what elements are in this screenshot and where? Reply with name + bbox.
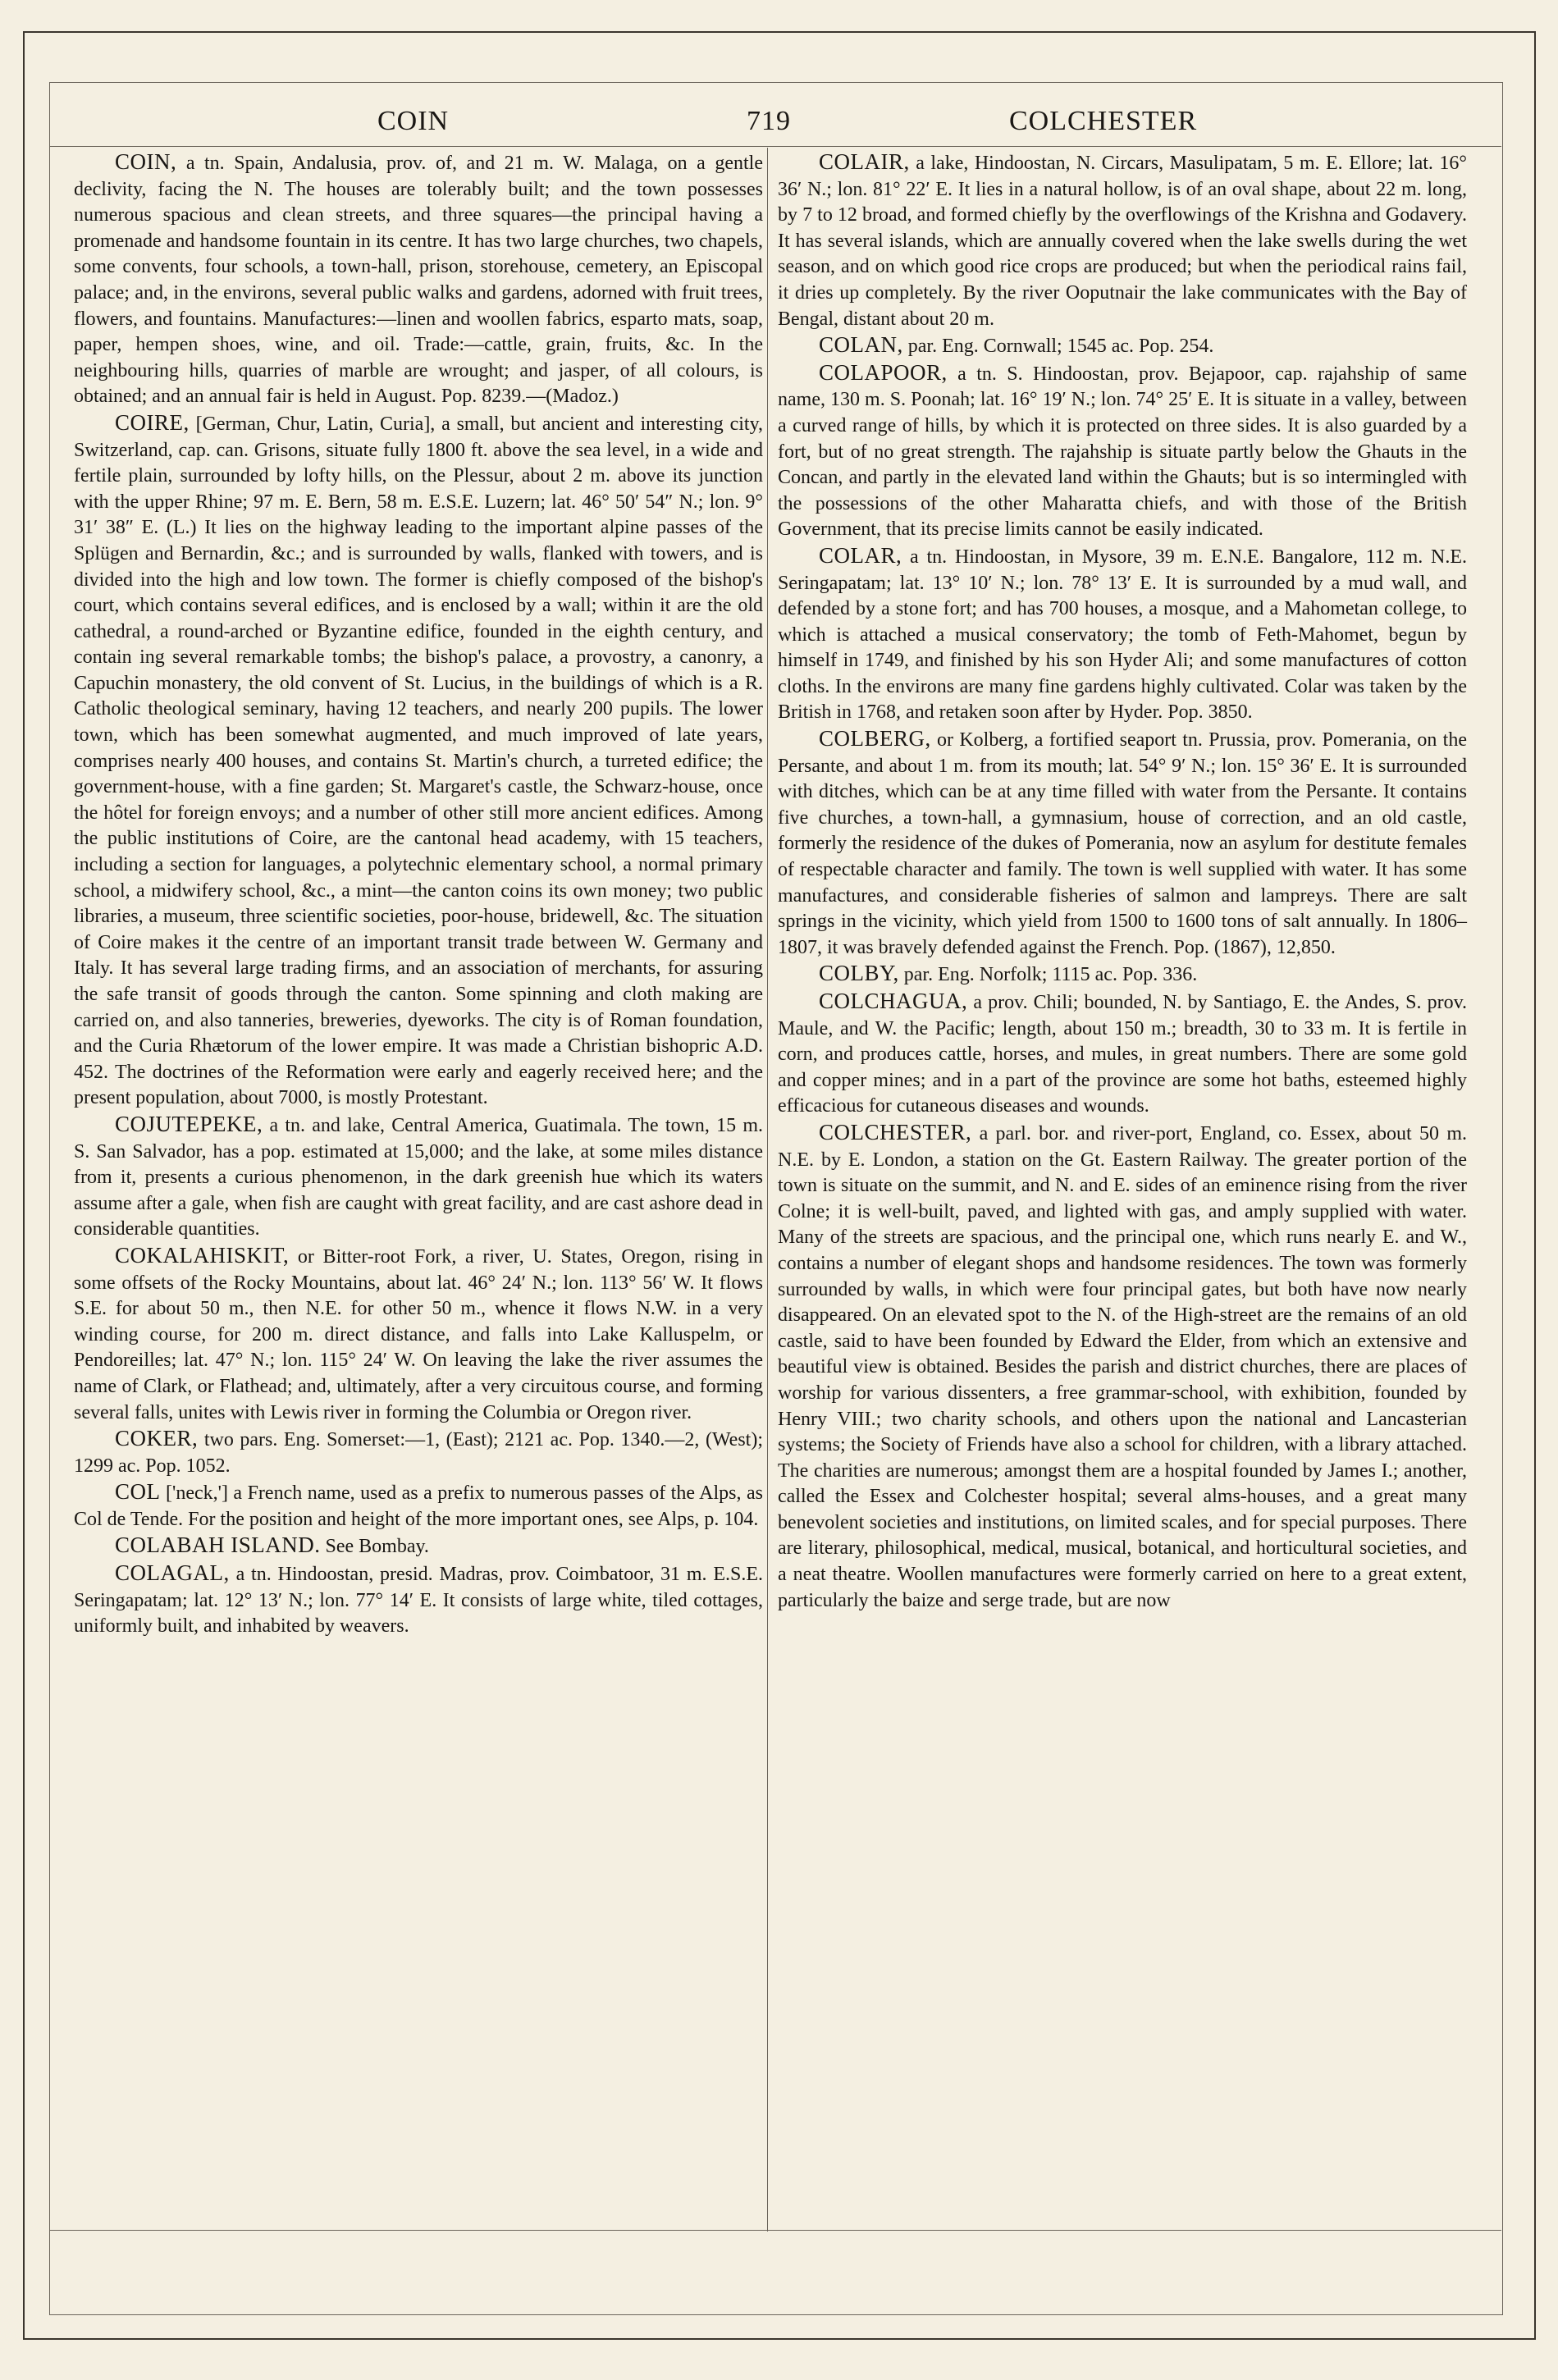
dictionary-entry	[778, 961, 1467, 989]
entry-headword: COLAR,	[819, 542, 902, 568]
header-rule	[49, 146, 1501, 147]
entry-headword: COLBERG,	[819, 726, 931, 751]
dictionary-entry	[74, 1243, 763, 1426]
entry-headword: COLABAH ISLAND.	[115, 1533, 321, 1558]
dictionary-entry	[74, 410, 763, 1112]
entry-headword: COLAPOOR,	[819, 359, 948, 385]
entry-text: a lake, Hindoostan, N. Circars, Masulipatam, 5 m. E. Ellore; lat. 16° 36′ N.; lon. 81° 22′ E. It lies in a natural hollow, is of an oval shape, about 22 m. long, by 7 to 12 broad, and formed chiefly by the overflowings of the Krishna and Godavery. It has several islands, which are annually covered when the lake swells during the wet season, and on which good rice crops are produced; but when the periodical rains fail, it dries up completely. By the river Ooputnair the lake communicates with the Bay of Bengal, distant about 20 m.	[778, 153, 1468, 330]
entry-text: ['neck,'] a French name, used as a prefix to numerous passes of the Alps, as Col de Tende. For the position and height of the more important ones, see Alps, p. 104.	[74, 1482, 763, 1530]
dictionary-entry	[74, 1112, 763, 1243]
entry-text: or Kolberg, a fortified seaport tn. Prussia, prov. Pomerania, on the Persante, and about 1 m. from its mouth; lat. 54° 9′ N.; lon. 15° 36′ E. It is surrounded with ditches, which can be at any time filled with water from the Persante. It contains five churches, a town-hall, a gymnasium, house of correction, and an old castle, formerly the residence of the dukes of Pomerania, now an asylum for destitute females of respectable character and family. The town is well supplied with water. It has some manufactures, and considerable fisheries of salmon and lampreys. There are salt springs in the vicinity, which yield from 1500 to 1600 tons of salt annually. In 1806–1807, it was bravely defended against the French. Pop. (1867), 12,850.	[778, 729, 1468, 958]
dictionary-entry	[778, 149, 1467, 332]
entry-text: a prov. Chili; bounded, N. by Santiago, E. the Andes, S. prov. Maule, and W. the Pacific; length, about 150 m.; breadth, 30 to 33 m. It is fertile in corn, and produces cattle, horses, and mules, in great numbers. There are some gold and copper mines; and in a part of the province are some hot baths, esteemed highly efficacious for cutaneous diseases and wounds.	[778, 992, 1468, 1117]
entry-headword: COLAGAL,	[115, 1560, 230, 1586]
dictionary-entry	[74, 149, 763, 410]
entry-headword: COIN,	[115, 149, 177, 174]
page-number: 719	[747, 106, 791, 136]
dictionary-entry	[74, 1479, 763, 1533]
entry-text: par. Eng. Cornwall; 1545 ac. Pop. 254.	[907, 336, 1214, 358]
header-right-word: COLCHESTER	[1009, 106, 1198, 136]
dictionary-entry	[74, 1533, 763, 1560]
dictionary-entry	[778, 332, 1467, 360]
dictionary-entry	[74, 1560, 763, 1640]
entry-text: a tn. Hindoostan, presid. Madras, prov. Coimbatoor, 31 m. E.S.E. Seringapatam; lat. 12° 13′ N.; lon. 77° 14′ E. It consists of large white, tiled cottages, uniformly built, and inhabited by weavers.	[74, 1564, 764, 1638]
right-column	[778, 149, 1467, 1614]
header-left-word: COIN	[377, 106, 450, 136]
entry-text: a parl. bor. and river-port, England, co. Essex, about 50 m. N.E. by E. London, a station on the Gt. Eastern Railway. The greater portion of the town is situate on the summit, and N. and E. sides of an eminence rising from the river Colne; it is well-built, paved, and lighted with gas, and amply supplied with water. Many of the streets are spacious, and the principal one, which runs nearly E. and W., contains a number of elegant shops and handsome residences. The town was formerly surrounded by walls, in which were four principal gates, but both have now nearly disappeared. On an elevated spot to the N. of the High-street are the remains of an old castle, said to have been founded by Edward the Elder, from which an extensive and beautiful view is obtained. Besides the parish and district churches, there are places of worship for various dissenters, a free grammar-school, with exhibition, founded by Henry VIII.; two charity schools, and others upon the national and Lancasterian systems; the Society of Friends have also a school for children, with a library attached. The charities are numerous; amongst them are a hospital founded by James I.; another, called the Essex and Colchester hospital; several alms-houses, and a great many benevolent societies and institutions, on limited scales, and for special purposes. There are literary, philosophical, medical, musical, botanical, and horticultural societies, and a neat theatre. Woollen manufactures were formerly carried on here to a great extent, particularly the baize and serge trade, but are now	[778, 1122, 1468, 1611]
entry-text: two pars. Eng. Somerset:—1, (East); 2121 ac. Pop. 1340.—2, (West); 1299 ac. Pop. 1052.	[74, 1429, 763, 1477]
dictionary-entry	[778, 989, 1467, 1120]
entry-headword: COLAIR,	[819, 149, 910, 174]
entry-text: or Bitter-root Fork, a river, U. States, Oregon, rising in some offsets of the Rocky Mountains, about lat. 46° 24′ N.; lon. 113° 56′ W. It flows S.E. for about 50 m., then N.E. for other 50 m., whence it flows N.W. in a very winding course, for 200 m. direct distance, and falls into Lake Kalluspelm, or Pendoreilles; lat. 47° N.; lon. 115° 24′ W. On leaving the lake the river assumes the name of Clark, or Flathead; and, ultimately, after a very circuitous course, and forming several falls, unites with Lewis river in forming the Columbia or Oregon river.	[74, 1245, 763, 1423]
dictionary-entry	[778, 1120, 1467, 1614]
entry-text: par. Eng. Norfolk; 1115 ac. Pop. 336.	[903, 964, 1198, 986]
entry-headword: COJUTEPEKE,	[115, 1111, 263, 1136]
entry-headword: COKALAHISKIT,	[115, 1242, 290, 1268]
entry-headword: COLAN,	[819, 332, 903, 358]
dictionary-entry	[778, 360, 1467, 543]
entry-text: a tn. and lake, Central America, Guatimala. The town, 15 m. S. San Salvador, has a pop. estimated at 15,000; and the lake, at some miles distance from it, presents a curious phenomenon, in the dark greenish hue which its waters assume after a gale, when fish are caught with great facility, and are cast ashore dead in considerable quantities.	[74, 1114, 764, 1240]
footer-rule	[49, 2230, 1501, 2231]
entry-headword: COLCHESTER,	[819, 1119, 972, 1144]
entry-headword: COL	[115, 1479, 161, 1505]
entry-headword: COLBY,	[819, 961, 899, 986]
entry-text: a tn. Hindoostan, in Mysore, 39 m. E.N.E. Bangalore, 112 m. N.E. Seringapatam; lat. 13° 10′ N.; lon. 78° 13′ E. It is surrounded by a mud wall, and defended by a stone fort; and has 700 houses, a mosque, and a Mahometan college, to which is attached a musical conservatory; the tomb of Feth-Mahomet, begun by himself in 1749, and finished by his son Hyder Ali; and some manufactures of cotton cloths. In the environs are many fine gardens highly cultivated. Colar was taken by the British in 1768, and retaken soon after by Hyder. Pop. 3850.	[778, 546, 1468, 724]
entry-headword: COIRE,	[115, 409, 190, 435]
entry-headword: COLCHAGUA,	[819, 989, 968, 1013]
entry-text: a tn. Spain, Andalusia, prov. of, and 21 m. W. Malaga, on a gentle declivity, facing the N. The houses are tolerably built; and the town possesses numerous spacious and clean streets, and three squares—the principal having a promenade and handsome fountain in its centre. It has two large churches, two chapels, some convents, four schools, a town-hall, prison, storehouse, cemetery, an Episcopal palace; and, in the environs, several public walks and gardens, adorned with fruit trees, flowers, and fountains. Manufactures:—linen and woollen fabrics, esparto mats, soap, paper, hempen shoes, wine, and oil. Trade:—cattle, grain, fruits, &c. In the neighbouring hills, quarries of marble are wrought; and jasper, of all colours, is obtained; and an annual fair is held in August. Pop. 8239.—(Madoz.)	[74, 153, 764, 408]
dictionary-entry	[778, 543, 1467, 726]
dictionary-entry	[74, 1426, 763, 1479]
left-column	[74, 149, 763, 1640]
entry-text: See Bombay.	[325, 1536, 429, 1558]
entry-headword: COKER,	[115, 1426, 199, 1451]
dictionary-entry	[778, 726, 1467, 961]
entry-text: [German, Chur, Latin, Curia], a small, but ancient and interesting city, Switzerland, cap. can. Grisons, situate fully 1800 ft. above the sea level, in a wide and fertile plain, surrounded by lofty hills, on the Plessur, about 2 m. above its junction with the upper Rhine; 97 m. E. Bern, 58 m. E.S.E. Luzern; lat. 46° 50′ 54″ N.; lon. 9° 31′ 38″ E. (L.) It lies on the highway leading to the important alpine passes of the Splügen and Bernardin, &c.; and is surrounded by walls, flanked with towers, and is divided into the high and low town. The former is chiefly composed of the bishop's court, which contains several edifices, and is enclosed by a wall; within it are the old cathedral, a round-arched or Byzantine edifice, founded in the eighth century, and contain ing several remarkable tombs; the bishop's palace, a provostry, a canonry, a Capuchin monastery, the old convent of St. Lucius, in the buildings of which is a R. Catholic theological seminary, having 12 teachers, and nearly 200 pupils. The lower town, which has been somewhat augmented, and much improved of late years, comprises nearly 400 houses, and contains St. Martin's church, a turreted edifice; the government-house, with a fine garden; St. Margaret's castle, the Schwarz-house, once the hôtel for foreign envoys; and a number of other still more ancient edifices. Among the public institutions of Coire, are the cantonal head academy, with 15 teachers, including a section for languages, a polytechnic elementary school, a normal primary school, a midwifery school, &c., a mint—the canton coins its own money; two public libraries, a museum, three scientific societies, poor-house, bridewell, &c. The situation of Coire makes it the centre of an important transit trade between W. Germany and Italy. It has several large trading firms, and an association of merchants, for assuring the safe transit of goods through the canton. Some spinning and cloth making are carried on, and also tanneries, breweries, dyeworks. The city is of Roman foundation, and the Curia Rhætorum of the lower empire. It was made a Christian bishopric A.D. 452. The doctrines of the Reformation were early and eagerly received here; and the present population, about 7000, is mostly Protestant.	[74, 413, 764, 1109]
column-divider	[767, 148, 768, 2232]
entry-text: a tn. S. Hindoostan, prov. Bejapoor, cap. rajahship of same name, 130 m. S. Poonah; lat. 16° 19′ N.; lon. 74° 25′ E. It is situate in a valley, between a curved range of hills, by which it is protected on three sides. It is also guarded by a fort, but of no great strength. The rajahship is situate partly below the Ghauts in the Concan, and partly in the elevated land within the Ghauts; but is so intermingled with the possessions of the other Maharatta chiefs, and with those of the British Government, that its precise limits cannot be easily indicated.	[778, 363, 1468, 541]
running-header	[49, 97, 1501, 146]
